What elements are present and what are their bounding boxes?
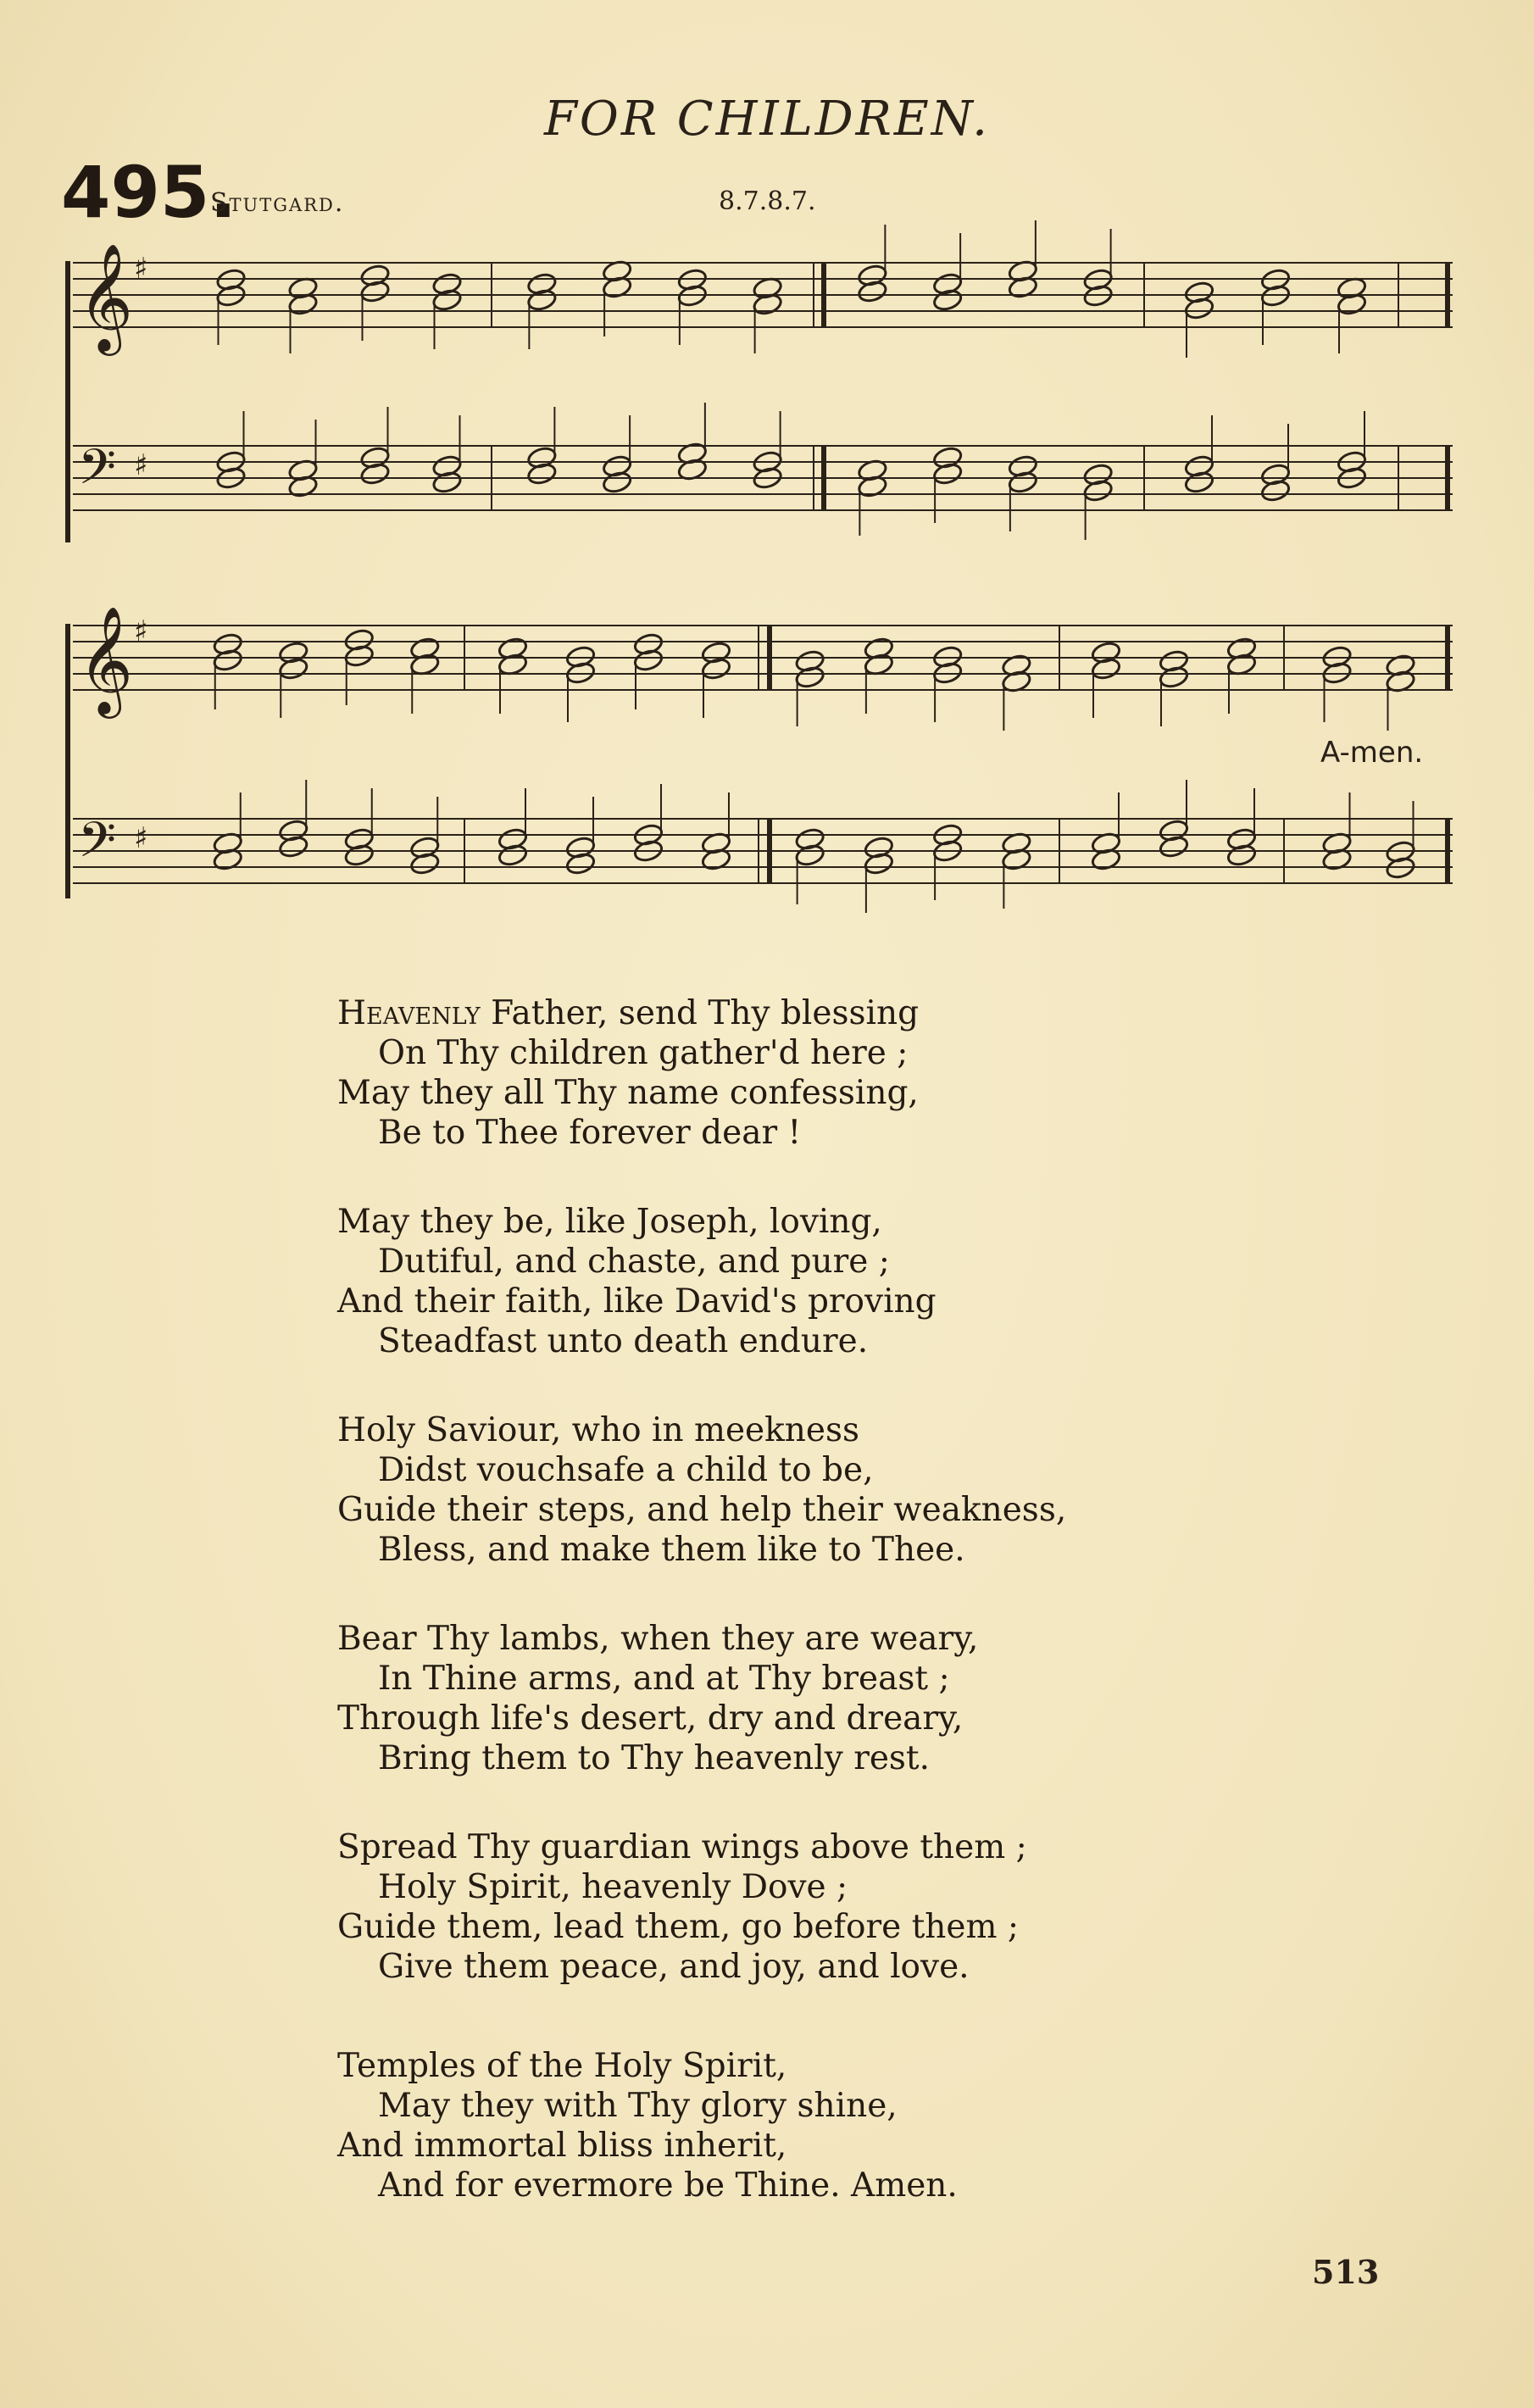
amen-label: A-men. [1320, 736, 1424, 770]
verse-line: Holy Spirit, heavenly Dove ; [378, 1868, 848, 1906]
verse-line: And their faith, like David's proving [337, 1282, 937, 1321]
stanza-2 [337, 1202, 1354, 1361]
verse-line: Bless, and make them like to Thee. [378, 1531, 965, 1569]
verse-line: Guide them, lead them, go before them ; [337, 1908, 1019, 1946]
page-number: 513 [1312, 2253, 1380, 2291]
stanza-4 [337, 1619, 1354, 1778]
treble-clef-icon: 𝄞 [78, 242, 134, 351]
sharp-icon: ♯ [134, 821, 148, 855]
verse-line [337, 993, 1354, 1033]
stanza-6 [337, 2046, 1354, 2205]
sharp-icon: ♯ [134, 448, 148, 482]
verse-line: On Thy children gather'd here ; [378, 1034, 909, 1072]
verse-line: Bear Thy lambs, when they are weary, [337, 1620, 979, 1658]
verse-line: And for evermore be Thine. Amen. [378, 2166, 958, 2205]
sharp-icon: ♯ [134, 615, 148, 648]
verse-line: Didst vouchsafe a child to be, [378, 1451, 874, 1489]
treble-clef-icon: 𝄞 [78, 605, 134, 714]
bass-clef-icon: 𝄢 [78, 438, 117, 508]
verse-first-word: Heavenly [337, 994, 481, 1032]
verse-line: Temples of the Holy Spirit, [337, 2047, 787, 2085]
verse-line: Be to Thee forever dear ! [378, 1114, 802, 1152]
verse-line: Bring them to Thy heavenly rest. [378, 1739, 931, 1777]
tune-name: Stutgard. [210, 188, 345, 218]
verse-line: Steadfast unto death endure. [378, 1322, 869, 1360]
verse-line: May they be, like Joseph, loving, [337, 1203, 882, 1241]
verse-line: May they with Thy glory shine, [378, 2087, 898, 2125]
stanza-5 [337, 1827, 1354, 1987]
section-title: FOR CHILDREN. [544, 92, 990, 147]
stanza-3 [337, 1410, 1354, 1570]
verse-line: Dutiful, and chaste, and pure ; [378, 1243, 890, 1281]
verse-line: May they all Thy name confessing, [337, 1074, 919, 1112]
verse-line: In Thine arms, and at Thy breast ; [378, 1660, 950, 1698]
verse-line: Through life's desert, dry and dreary, [337, 1699, 964, 1738]
hymn-verses [337, 993, 1354, 2205]
verse-line: Holy Saviour, who in meekness [337, 1411, 859, 1449]
verse-line: Give them peace, and joy, and love. [378, 1948, 970, 1986]
verse-line: Guide their steps, and help their weakness, [337, 1491, 1067, 1529]
hymn-meter: 8.7.8.7. [719, 186, 816, 216]
stanza-1 [337, 993, 1354, 1153]
verse-line: Spread Thy guardian wings above them ; [337, 1828, 1027, 1866]
verse-line: And immortal bliss inherit, [337, 2127, 787, 2165]
sharp-icon: ♯ [134, 252, 148, 286]
music-score [0, 0, 1534, 1017]
verse-first-line-rest: Father, send Thy blessing [480, 994, 920, 1032]
bass-clef-icon: 𝄢 [78, 811, 117, 881]
hymn-number: 495. [61, 151, 237, 234]
